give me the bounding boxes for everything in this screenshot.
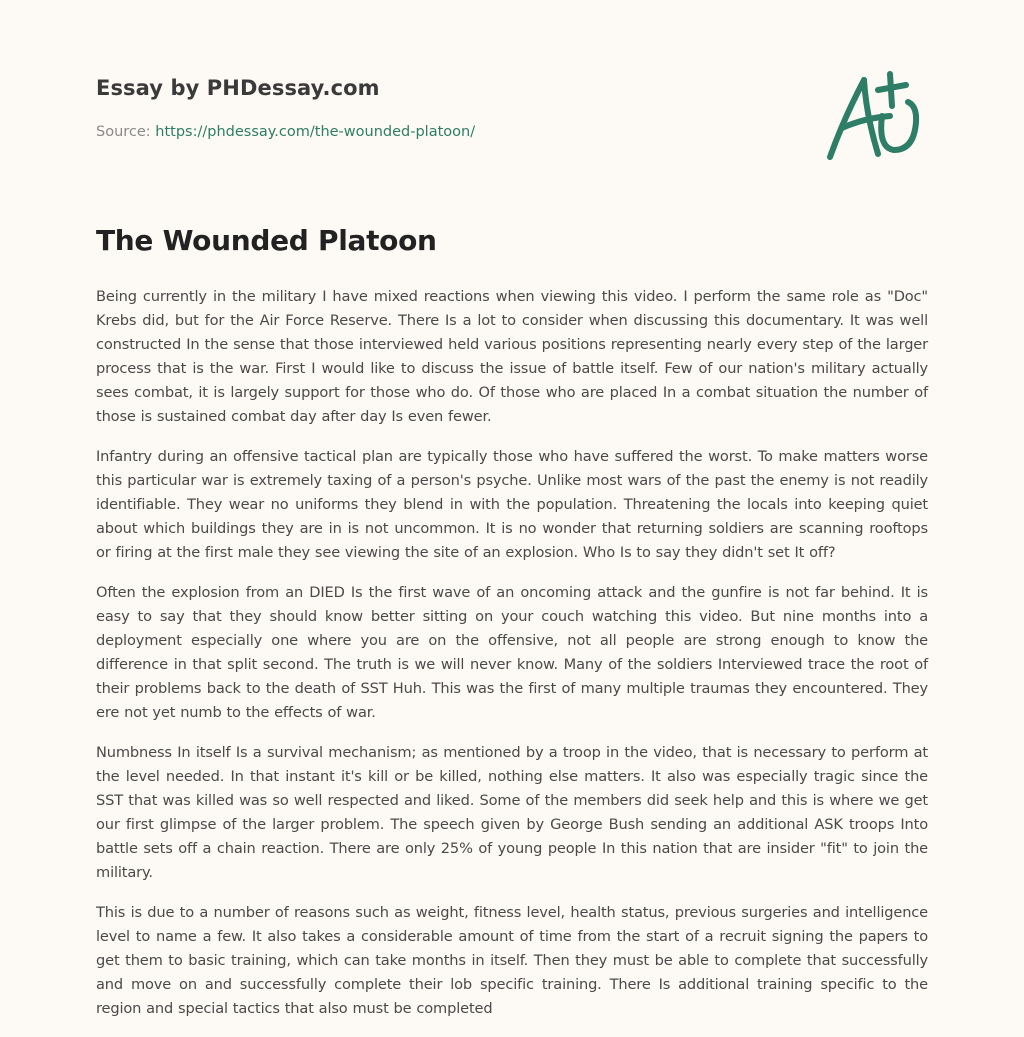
source-link[interactable]: https://phdessay.com/the-wounded-platoon/ (155, 124, 476, 140)
paragraph: Being currently in the military I have mixed reactions when viewing this video. I perform the same role as "Doc" Krebs did, but for the Air Force Reserve. There Is a lot to consider when discussing this documentary. It was well constructed In the sense that those interviewed held various positions representing nearly every step of the larger process that is the war. First I would like to discuss the issue of battle itself. Few of our nation's military actually sees combat, it is largely support for those who do. Of those who are placed In a combat situation the number of those is sustained combat day after day Is even fewer. (96, 288, 928, 425)
article-body (96, 285, 928, 1037)
paragraph: Infantry during an offensive tactical plan are typically those who have suffered the worst. To make matters worse this particular war is extremely taxing of a person's psyche. Unlike most wars of the past the enemy is not readily identifiable. They wear no uniforms they blend in with the population. Threatening the locals into keeping quiet about which buildings they are in is not uncommon. It is no wonder that returning soldiers are scanning rooftops or firing at the first male they see viewing the site of an explosion. Who Is to say they didn't set It off? (96, 448, 928, 561)
paragraph: This is due to a number of reasons such as weight, fitness level, health status, previous surgeries and intelligence level to name a few. It also takes a considerable amount of time from the start of a recruit signing the papers to get them to basic training, which can take months in itself. Then they must be able to complete that successfully and move on and successfully complete their lob specific training. There Is additional training specific to the region and special tactics that also must be completed (96, 904, 928, 1017)
brand-title: Essay by PHDessay.com (96, 76, 380, 100)
source-line (96, 124, 475, 140)
paragraph: Often the explosion from an DIED Is the first wave of an oncoming attack and the gunfire is not far behind. It is easy to say that they should know better sitting on your couch watching this video. But nine months into a deployment especially one where you are on the offensive, not all people are strong enough to know the difference in that split second. The truth is we will never know. Many of the soldiers Interviewed trace the root of their problems back to the death of SST Huh. This was the first of many multiple traumas they encountered. They ere not yet numb to the effects of war. (96, 584, 928, 721)
article-title: The Wounded Platoon (96, 224, 437, 257)
page-header (96, 76, 928, 140)
paragraph: Numbness In itself Is a survival mechanism; as mentioned by a troop in the video, that is necessary to perform at the level needed. In that instant it's kill or be killed, nothing else matters. It also was especially tragic since the SST that was killed was so well respected and liked. Some of the members did seek help and this is where we get our first glimpse of the larger problem. The speech given by George Bush sending an additional ASK troops Into battle sets off a chain reaction. There are only 25% of young people In this nation that are insider "fit" to join the military. (96, 744, 928, 881)
a-plus-logo-icon (820, 66, 930, 166)
source-label: Source: (96, 124, 156, 140)
